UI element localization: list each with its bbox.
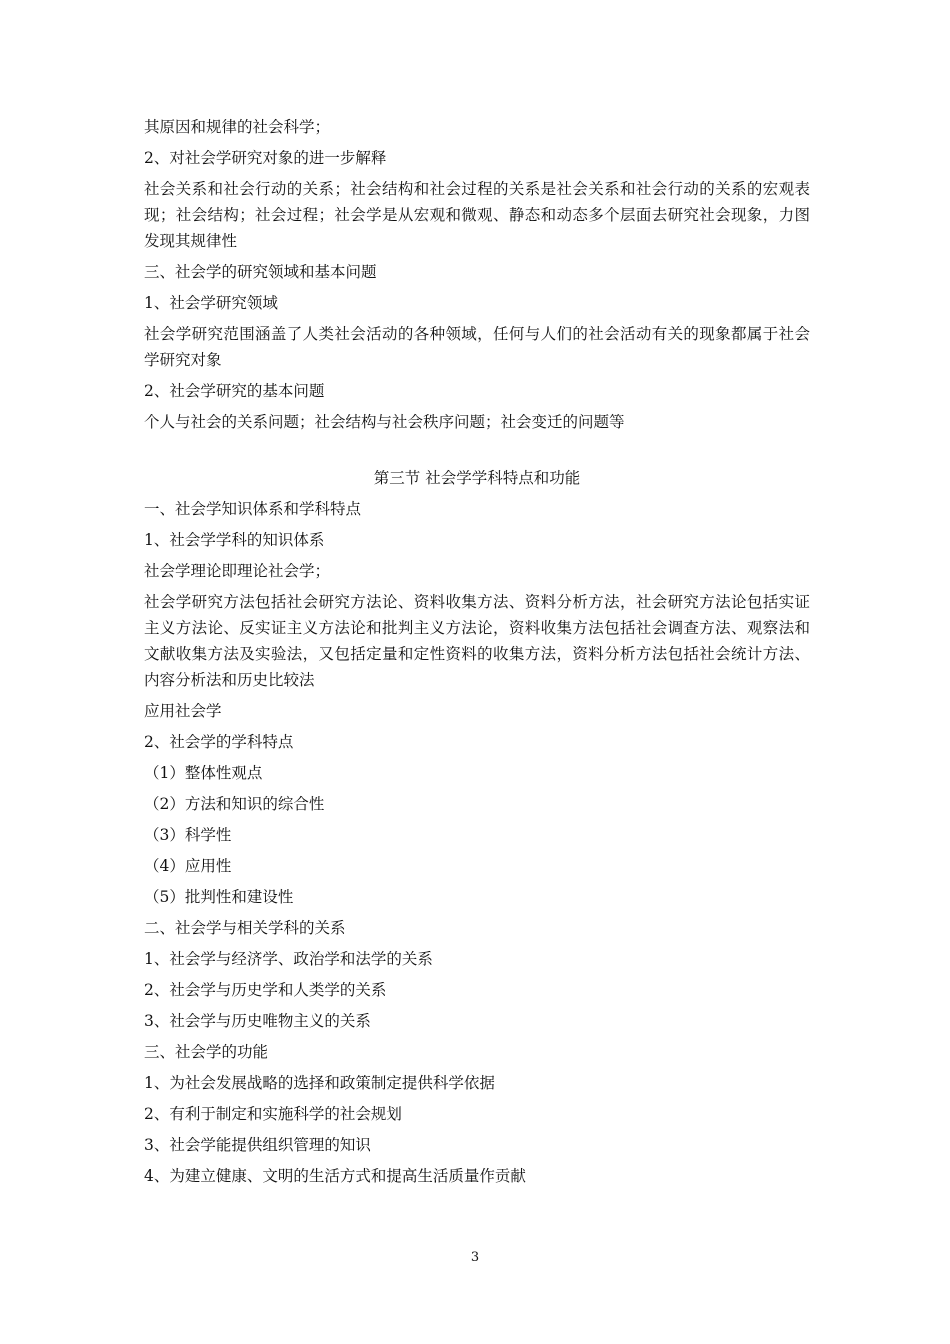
list-item: （5）批判性和建设性 xyxy=(144,888,294,906)
list-item: （3）科学性 xyxy=(144,826,232,844)
list-item: 2、有利于制定和实施科学的社会规划 xyxy=(144,1105,402,1123)
list-item: 3、社会学与历史唯物主义的关系 xyxy=(144,1012,371,1030)
list-item: 1、为社会发展战略的选择和政策制定提供科学依据 xyxy=(144,1074,495,1092)
section-heading: 三、社会学的功能 xyxy=(144,1043,269,1061)
list-item: 2、社会学与历史学和人类学的关系 xyxy=(144,981,387,999)
list-item: （1）整体性观点 xyxy=(144,764,263,782)
subsection-heading: 1、社会学学科的知识体系 xyxy=(144,531,325,549)
chapter-section-title: 第三节 社会学学科特点和功能 xyxy=(373,469,581,487)
list-item: （4）应用性 xyxy=(144,857,232,875)
body-paragraph: 社会学理论即理论社会学； xyxy=(144,562,331,580)
body-paragraph: 社会关系和社会行动的关系；社会结构和社会过程的关系是社会关系和社会行动的关系的宏观表现；社会结构；社会过程；社会学是从宏观和微观、静态和动态多个层面去研究社会现象，力图发现其规律性 xyxy=(144,180,810,250)
body-paragraph: 社会学研究方法包括社会研究方法论、资料收集方法、资料分析方法，社会研究方法论包括实证主义方法论、反实证主义方法论和批判主义方法论，资料收集方法包括社会调查方法、观察法和文献收集方法及实验法，又包括定量和定性资料的收集方法，资料分析方法包括社会统计方法、内容分析法和历史比较法 xyxy=(144,593,810,689)
body-paragraph: 社会学研究范围涵盖了人类社会活动的各种领域，任何与人们的社会活动有关的现象都属于社会学研究对象 xyxy=(144,325,810,369)
subsection-heading: 2、社会学的学科特点 xyxy=(144,733,294,751)
section-heading: 三、社会学的研究领域和基本问题 xyxy=(144,263,377,281)
page-content xyxy=(144,114,810,1194)
body-paragraph: 个人与社会的关系问题；社会结构与社会秩序问题；社会变迁的问题等 xyxy=(144,413,625,431)
page-number: 3 xyxy=(470,1250,480,1265)
list-item: 1、社会学与经济学、政治学和法学的关系 xyxy=(144,950,433,968)
list-item: （2）方法和知识的综合性 xyxy=(144,795,325,813)
subsection-heading: 1、社会学研究领域 xyxy=(144,294,278,312)
body-paragraph: 应用社会学 xyxy=(144,702,222,720)
section-heading: 一、社会学知识体系和学科特点 xyxy=(144,500,362,518)
subsection-heading: 2、对社会学研究对象的进一步解释 xyxy=(144,149,387,167)
text-line: 其原因和规律的社会科学； xyxy=(144,118,331,136)
list-item: 3、社会学能提供组织管理的知识 xyxy=(144,1136,371,1154)
section-heading: 二、社会学与相关学科的关系 xyxy=(144,919,346,937)
subsection-heading: 2、社会学研究的基本问题 xyxy=(144,382,325,400)
list-item: 4、为建立健康、文明的生活方式和提高生活质量作贡献 xyxy=(144,1167,526,1185)
